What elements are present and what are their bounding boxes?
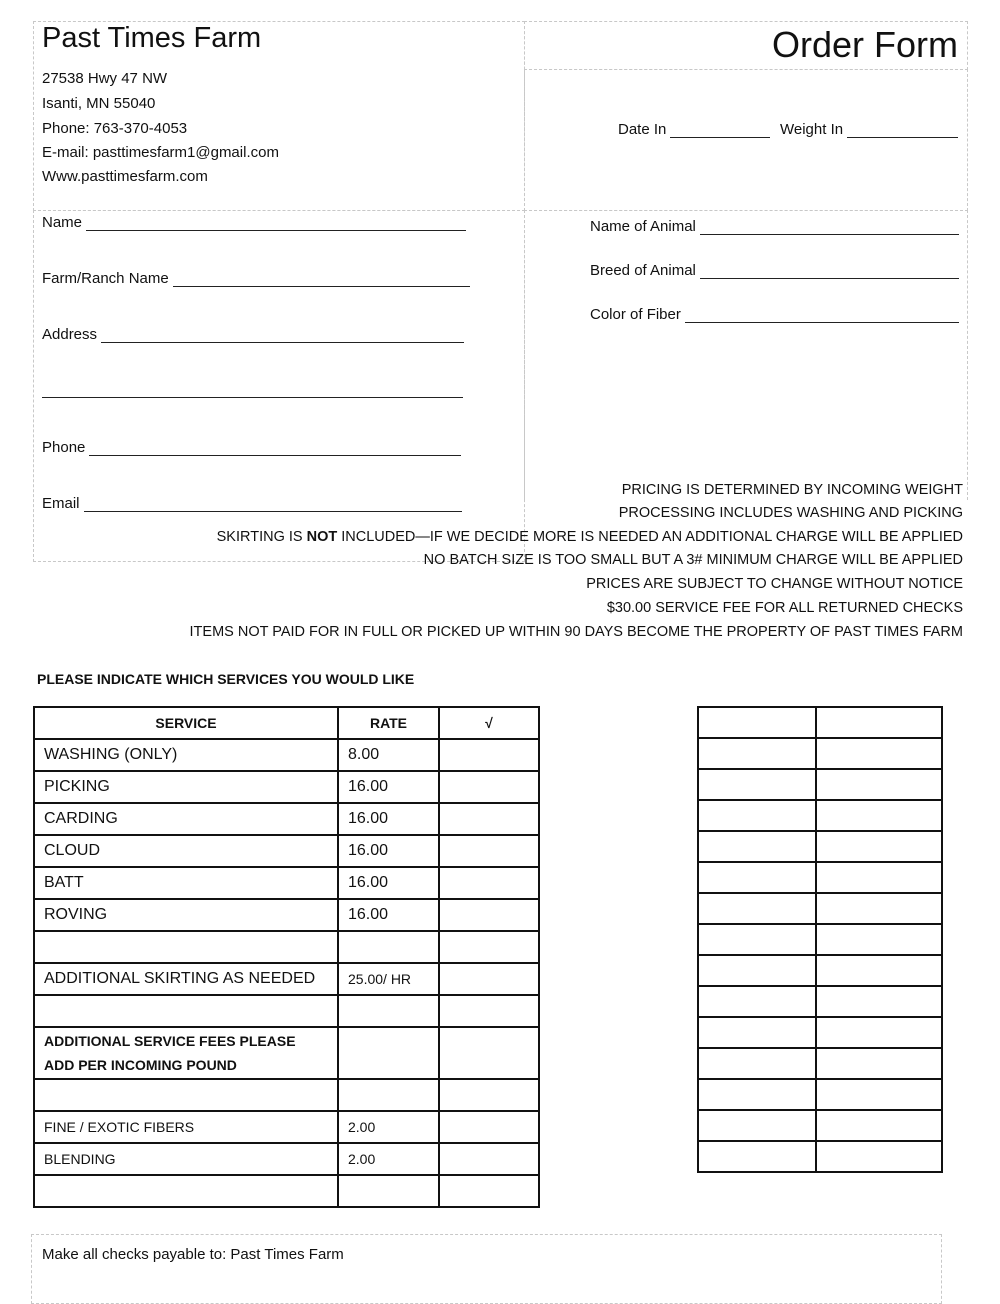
check-cell[interactable] <box>439 867 539 899</box>
service-cell: PICKING <box>34 771 338 803</box>
rate-cell: 16.00 <box>338 771 439 803</box>
check-cell[interactable] <box>439 1175 539 1207</box>
service-cell <box>34 931 338 963</box>
blank-cell[interactable] <box>816 893 942 924</box>
service-cell: ADDITIONAL SKIRTING AS NEEDED <box>34 963 338 995</box>
address-line-extra[interactable] <box>42 397 463 398</box>
blank-cell[interactable] <box>816 986 942 1017</box>
blank-cell[interactable] <box>816 924 942 955</box>
table-row <box>698 800 942 831</box>
check-cell[interactable] <box>439 963 539 995</box>
table-row <box>34 739 539 771</box>
service-cell <box>34 995 338 1027</box>
blank-cell[interactable] <box>698 862 816 893</box>
service-cell: CLOUD <box>34 835 338 867</box>
rate-cell <box>338 931 439 963</box>
table-row <box>34 995 539 1027</box>
blank-cell[interactable] <box>816 831 942 862</box>
table-row <box>698 924 942 955</box>
notice-skirting-pre: SKIRTING IS <box>216 529 307 545</box>
date-in-field[interactable] <box>618 120 770 138</box>
phone-line[interactable] <box>89 438 461 456</box>
table-row <box>698 1141 942 1172</box>
rate-cell: 16.00 <box>338 803 439 835</box>
address-label: Address <box>42 326 98 343</box>
blank-cell[interactable] <box>816 1079 942 1110</box>
check-cell[interactable] <box>439 931 539 963</box>
fiber-color-label: Color of Fiber <box>590 306 681 323</box>
blank-cell[interactable] <box>698 707 816 738</box>
service-cell: ROVING <box>34 899 338 931</box>
farm-ranch-label: Farm/Ranch Name <box>42 270 169 287</box>
table-row <box>34 835 539 867</box>
blank-cell[interactable] <box>698 1079 816 1110</box>
blank-cell[interactable] <box>698 738 816 769</box>
table-row <box>34 1143 539 1175</box>
service-cell: WASHING (ONLY) <box>34 739 338 771</box>
table-row <box>698 986 942 1017</box>
phone-label: Phone <box>42 439 86 456</box>
address-line[interactable] <box>101 325 464 343</box>
name-line[interactable] <box>86 213 466 231</box>
rate-cell <box>338 1175 439 1207</box>
rate-cell <box>338 1027 439 1079</box>
check-cell[interactable] <box>439 803 539 835</box>
rate-cell: 8.00 <box>338 739 439 771</box>
address-field[interactable] <box>42 325 464 343</box>
rate-cell: 2.00 <box>338 1111 439 1143</box>
table-row <box>698 769 942 800</box>
table-row <box>34 1175 539 1207</box>
blank-cell[interactable] <box>698 1110 816 1141</box>
farm-ranch-field[interactable] <box>42 269 470 287</box>
table-row <box>698 1079 942 1110</box>
blank-cell[interactable] <box>816 862 942 893</box>
animal-name-line[interactable] <box>700 217 959 235</box>
email-text: E-mail: pasttimesfarm1@gmail.com <box>42 144 279 161</box>
date-in-line[interactable] <box>670 120 770 138</box>
table-row <box>698 831 942 862</box>
check-cell[interactable] <box>439 739 539 771</box>
table-row <box>34 963 539 995</box>
service-cell: ADDITIONAL SERVICE FEES PLEASE ADD PER INCOMING POUND <box>34 1027 338 1079</box>
form-title: Order Form <box>771 24 958 65</box>
table-row <box>34 899 539 931</box>
col-service-header: SERVICE <box>34 707 338 739</box>
notice-returned-checks: $30.00 SERVICE FEE FOR ALL RETURNED CHECKS <box>606 600 963 616</box>
check-cell[interactable] <box>439 1111 539 1143</box>
service-cell: FINE / EXOTIC FIBERS <box>34 1111 338 1143</box>
fiber-color-line[interactable] <box>685 305 959 323</box>
rate-cell: 16.00 <box>338 899 439 931</box>
rate-cell: 16.00 <box>338 867 439 899</box>
table-row <box>698 893 942 924</box>
blank-cell[interactable] <box>698 1017 816 1048</box>
notice-skirting-not: NOT <box>306 529 338 545</box>
blank-cell[interactable] <box>816 707 942 738</box>
blank-cell[interactable] <box>698 800 816 831</box>
blank-entry-table <box>697 706 943 1173</box>
date-in-label: Date In <box>618 121 667 138</box>
blank-cell[interactable] <box>816 1141 942 1172</box>
animal-name-field[interactable] <box>590 217 959 235</box>
table-row <box>698 955 942 986</box>
blank-cell[interactable] <box>698 769 816 800</box>
blank-cell[interactable] <box>816 1017 942 1048</box>
table-row <box>34 1111 539 1143</box>
services-table <box>33 706 540 1208</box>
weight-in-line[interactable] <box>847 120 958 138</box>
animal-box <box>524 210 968 500</box>
table-row <box>34 931 539 963</box>
table-row <box>698 1048 942 1079</box>
blank-cell[interactable] <box>698 924 816 955</box>
breed-field[interactable] <box>590 261 959 279</box>
table-row <box>34 1027 539 1079</box>
weight-in-label: Weight In <box>780 121 844 138</box>
rate-cell <box>338 995 439 1027</box>
address-line-1: 27538 Hwy 47 NW <box>42 70 168 87</box>
website-text: Www.pasttimesfarm.com <box>42 168 208 185</box>
blank-cell[interactable] <box>816 1110 942 1141</box>
email-field[interactable] <box>42 494 462 512</box>
table-row <box>34 867 539 899</box>
service-cell: BLENDING <box>34 1143 338 1175</box>
service-cell <box>34 1175 338 1207</box>
table-row <box>698 707 942 738</box>
farm-name: Past Times Farm <box>42 22 262 54</box>
col-check-header: √ <box>439 707 539 739</box>
table-row <box>698 1110 942 1141</box>
col-rate-header: RATE <box>338 707 439 739</box>
blank-cell[interactable] <box>816 1048 942 1079</box>
rate-cell: 25.00/ HR <box>338 963 439 995</box>
phone-field[interactable] <box>42 438 461 456</box>
check-cell[interactable] <box>439 1079 539 1111</box>
table-row <box>34 803 539 835</box>
email-line[interactable] <box>84 494 462 512</box>
check-cell[interactable] <box>439 1027 539 1079</box>
rate-cell: 2.00 <box>338 1143 439 1175</box>
notice-processing: PROCESSING INCLUDES WASHING AND PICKING <box>618 505 963 521</box>
check-cell[interactable] <box>439 995 539 1027</box>
check-cell[interactable] <box>439 899 539 931</box>
blank-cell[interactable] <box>698 986 816 1017</box>
check-cell[interactable] <box>439 1143 539 1175</box>
check-cell[interactable] <box>439 835 539 867</box>
blank-cell[interactable] <box>816 955 942 986</box>
notice-pricing: PRICING IS DETERMINED BY INCOMING WEIGHT <box>621 482 963 498</box>
notice-unclaimed-items: ITEMS NOT PAID FOR IN FULL OR PICKED UP WITHIN 90 DAYS BECOME THE PROPERTY OF PAST TIMES FARM <box>189 624 963 640</box>
breed-label: Breed of Animal <box>590 262 696 279</box>
name-label: Name <box>42 214 83 231</box>
weight-in-field[interactable] <box>780 120 958 138</box>
service-cell: BATT <box>34 867 338 899</box>
email-label: Email <box>42 495 80 512</box>
table-row <box>34 771 539 803</box>
blank-cell[interactable] <box>816 769 942 800</box>
animal-name-label: Name of Animal <box>590 218 696 235</box>
notice-batch-size: NO BATCH SIZE IS TOO SMALL BUT A 3# MINIMUM CHARGE WILL BE APPLIED <box>423 552 963 568</box>
blank-cell[interactable] <box>816 738 942 769</box>
breed-line[interactable] <box>700 261 959 279</box>
blank-cell[interactable] <box>698 893 816 924</box>
fiber-color-field[interactable] <box>590 305 959 323</box>
services-header-row <box>34 707 539 739</box>
notice-skirting-post: INCLUDED—IF WE DECIDE MORE IS NEEDED AN ADDITIONAL CHARGE WILL BE APPLIED <box>337 529 963 545</box>
address-line-2: Isanti, MN 55040 <box>42 95 156 112</box>
service-cell: CARDING <box>34 803 338 835</box>
table-row <box>698 862 942 893</box>
notice-price-change: PRICES ARE SUBJECT TO CHANGE WITHOUT NOTICE <box>586 576 963 592</box>
services-heading: PLEASE INDICATE WHICH SERVICES YOU WOULD LIKE <box>37 671 415 687</box>
notice-skirting <box>217 529 963 545</box>
blank-cell[interactable] <box>698 955 816 986</box>
table-row <box>698 738 942 769</box>
name-field[interactable] <box>42 213 466 231</box>
intake-box <box>524 69 968 211</box>
blank-cell[interactable] <box>698 831 816 862</box>
farm-ranch-line[interactable] <box>173 269 470 287</box>
table-row <box>34 1079 539 1111</box>
table-row <box>698 1017 942 1048</box>
rate-cell: 16.00 <box>338 835 439 867</box>
service-cell <box>34 1079 338 1111</box>
checks-payable-text: Make all checks payable to: Past Times Farm <box>42 1246 344 1263</box>
blank-cell[interactable] <box>698 1048 816 1079</box>
rate-cell <box>338 1079 439 1111</box>
blank-cell[interactable] <box>816 800 942 831</box>
blank-cell[interactable] <box>698 1141 816 1172</box>
phone-text: Phone: 763-370-4053 <box>42 120 188 137</box>
check-cell[interactable] <box>439 771 539 803</box>
